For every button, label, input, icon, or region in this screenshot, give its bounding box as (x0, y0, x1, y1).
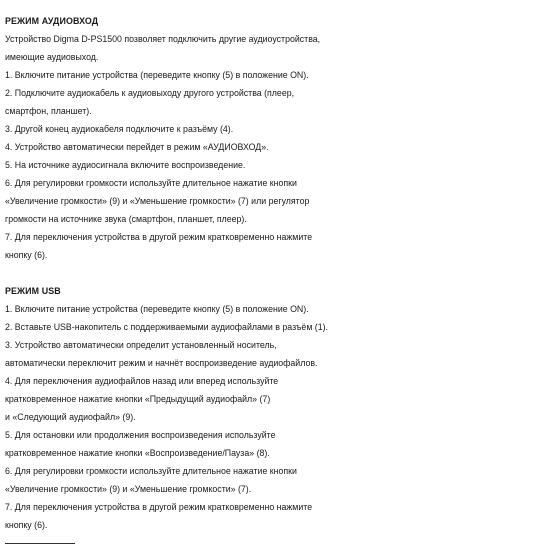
section-title: РЕЖИМ АУДИОВХОД (5, 16, 99, 26)
text-line: и «Следующий аудиофайл» (9). (5, 412, 136, 422)
manual-page (5, 12, 545, 534)
text-line: 5. Для остановки или продолжения воспроизведения используйте (5, 430, 276, 440)
section-usb (5, 282, 545, 534)
text-line: 6. Для регулировки громкости используйте длительное нажатие кнопки (5, 466, 297, 476)
section-title: РЕЖИМ USB (5, 286, 61, 296)
text-line: кнопку (6). (5, 520, 48, 530)
text-line: 3. Устройство автоматически определит установленный носитель, (5, 340, 277, 350)
text-line: «Увеличение громкости» (9) и «Уменьшение громкости» (7). (5, 484, 252, 494)
text-line: 7. Для переключения устройства в другой режим кратковременно нажмите (5, 502, 313, 512)
text-line: 2. Вставьте USB-накопитель с поддерживаемыми аудиофайлами в разъём (1). (5, 322, 329, 332)
text-line: кратковременное нажатие кнопки «Воспроизведение/Пауза» (8). (5, 448, 270, 458)
text-line: автоматически переключит режим и начнёт воспроизведение аудиофайлов. (5, 358, 318, 368)
text-line: смартфон, планшет). (5, 106, 92, 116)
text-line: громкости на источнике звука (смартфон, планшет, плеер). (5, 214, 247, 224)
text-line: «Увеличение громкости» (9) и «Уменьшение громкости» (7) или регулятор (5, 196, 310, 206)
section-spacer (5, 264, 545, 282)
text-line: кнопку (6). (5, 250, 48, 260)
text-line: 6. Для регулировки громкости используйте длительное нажатие кнопки (5, 178, 297, 188)
text-line: 3. Другой конец аудиокабеля подключите к разъёму (4). (5, 124, 234, 134)
text-line: 2. Подключите аудиокабель к аудиовыходу другого устройства (плеер, (5, 88, 295, 98)
text-line: Устройство Digma D-PS1500 позволяет подключить другие аудиоустройства, (5, 34, 321, 44)
section-audio-in (5, 12, 545, 264)
text-line: 1. Включите питание устройства (переведите кнопку (5) в положение ON). (5, 304, 309, 314)
text-line: 4. Для переключения аудиофайлов назад или вперед используйте (5, 376, 279, 386)
text-line: кратковременное нажатие кнопки «Предыдущий аудиофайл» (7) (5, 394, 271, 404)
text-line: 7. Для переключения устройства в другой режим кратковременно нажмите (5, 232, 313, 242)
text-line: 5. На источнике аудиосигнала включите воспроизведение. (5, 160, 246, 170)
footer-divider (5, 543, 75, 544)
text-line: 1. Включите питание устройства (переведите кнопку (5) в положение ON). (5, 70, 309, 80)
text-line: имеющие аудиовыход. (5, 52, 99, 62)
text-line: 4. Устройство автоматически перейдет в режим «АУДИОВХОД». (5, 142, 269, 152)
